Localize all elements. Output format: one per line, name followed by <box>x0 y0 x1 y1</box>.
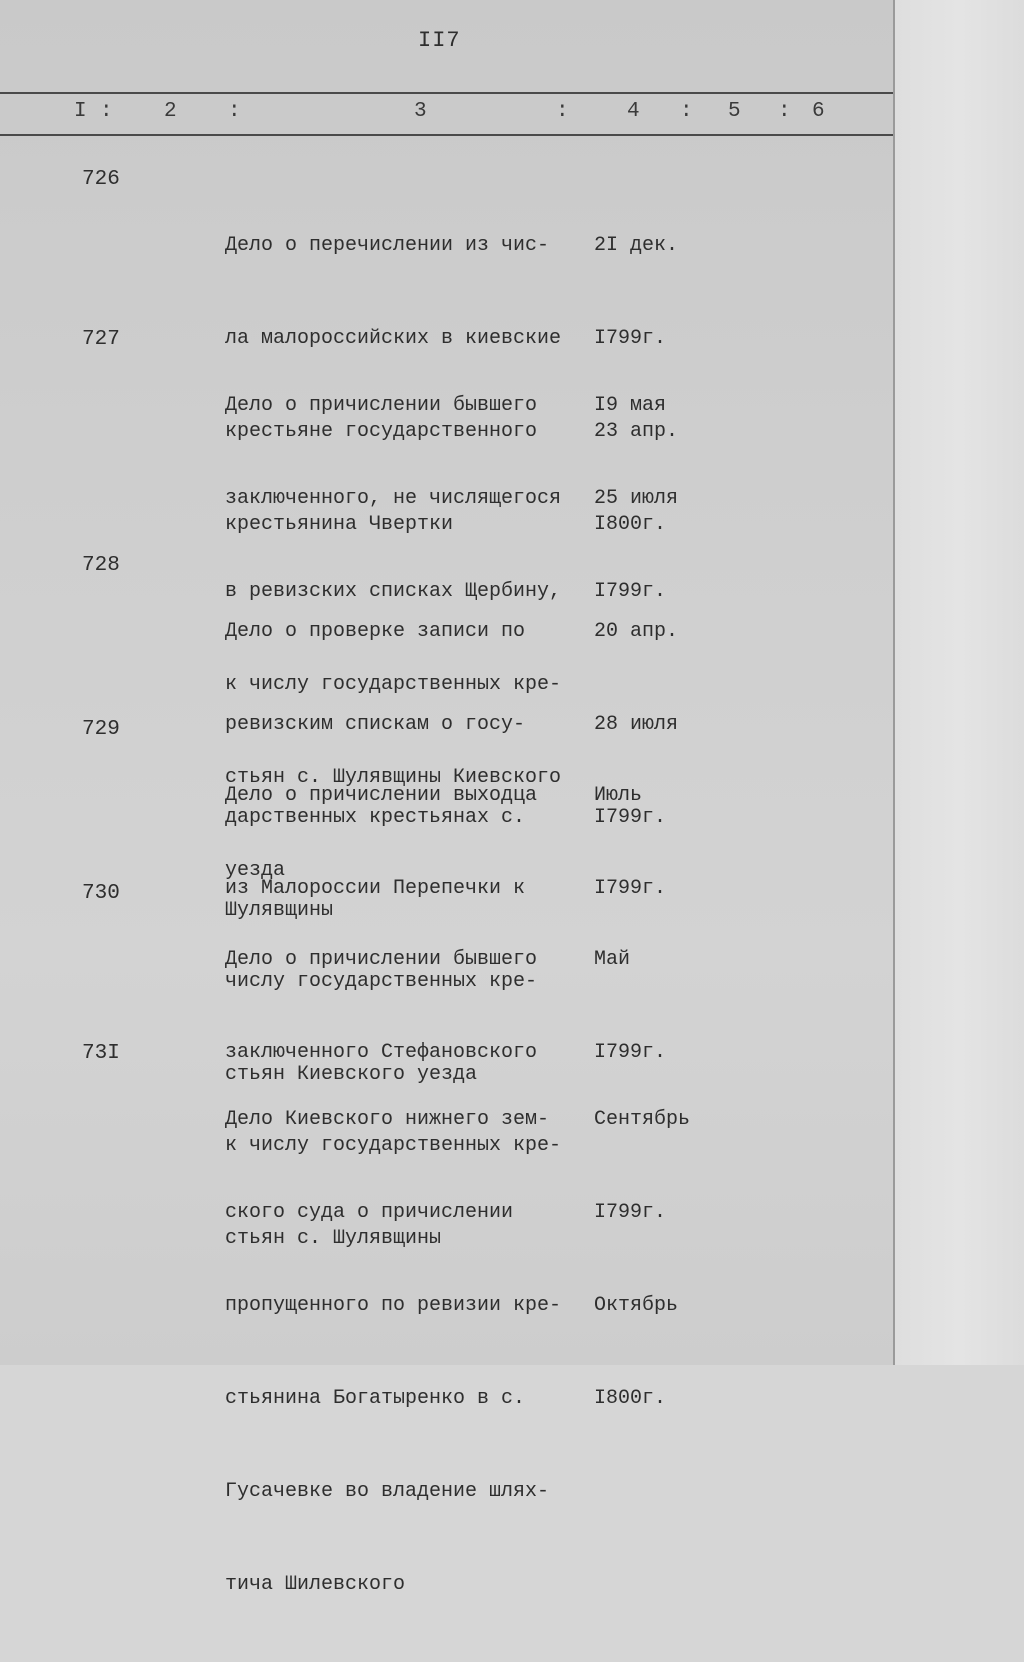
column-header-4: 4 <box>627 100 640 123</box>
description-line: числу государственных кре- <box>225 970 538 993</box>
description-line: из Малороссии Перепечки к <box>225 877 526 900</box>
description-line: ревизским спискам о госу- <box>225 713 526 736</box>
description-line: Дело о причислении бывшего <box>225 394 538 417</box>
column-header-1: I <box>74 100 87 123</box>
description-line: дарственных крестьянах с. <box>225 806 526 829</box>
header-top-rule <box>0 92 893 94</box>
next-page-edge <box>895 0 1024 1365</box>
description-line: Гусачевке во владение шлях- <box>225 1480 550 1503</box>
description-line: стьян с. Шулявщины <box>225 1227 442 1250</box>
date-line: I799г. <box>594 580 667 603</box>
description-line: крестьянина Чвертки <box>225 513 454 536</box>
date-line: I799г. <box>594 1201 667 1224</box>
item-number: 728 <box>82 554 120 577</box>
date-line: I799г. <box>594 877 667 900</box>
column-separator: : <box>228 100 241 123</box>
item-number: 727 <box>82 328 120 351</box>
description-line: к числу государственных кре- <box>225 673 562 696</box>
description-line: Шулявщины <box>225 899 334 922</box>
description-line: Дело о проверке записи по <box>225 620 526 643</box>
column-header-3: 3 <box>414 100 427 123</box>
description-line: заключенного, не числящегося <box>225 487 562 510</box>
date-line: I799г. <box>594 1041 667 1064</box>
description-line: пропущенного по ревизии кре- <box>225 1294 562 1317</box>
description-line: стьян с. Шулявщины Киевского <box>225 766 562 789</box>
date-line: Октябрь <box>594 1294 679 1317</box>
description-line: ла малороссийских в киевские <box>225 327 562 350</box>
column-header-5: 5 <box>728 100 741 123</box>
description-line: уезда <box>225 859 286 882</box>
column-separator: : <box>100 100 113 123</box>
date-line: Сентябрь <box>594 1108 691 1131</box>
date-line: 28 июля <box>594 713 679 736</box>
date-line: 23 апр. <box>594 420 679 443</box>
date-line: Май <box>594 948 631 971</box>
column-header-6: 6 <box>812 100 825 123</box>
item-number: 730 <box>82 882 120 905</box>
description-line: в ревизских списках Щербину, <box>225 580 562 603</box>
date-line: I800г. <box>594 1387 667 1410</box>
description-line: Дело Киевского нижнего зем- <box>225 1108 550 1131</box>
column-separator: : <box>556 100 569 123</box>
description-line: тича Шилевского <box>225 1573 406 1596</box>
item-dates <box>594 1042 714 1476</box>
description-line: стьян Киевского уезда <box>225 1063 478 1086</box>
date-line: 20 апр. <box>594 620 679 643</box>
date-line: Июль <box>594 784 643 807</box>
date-line: I799г. <box>594 327 667 350</box>
page-number: II7 <box>418 28 461 53</box>
description-line: стьянина Богатыренко в с. <box>225 1387 526 1410</box>
item-number: 729 <box>82 718 120 741</box>
date-line: I9 мая <box>594 394 667 417</box>
description-line: Дело о перечислении из чис- <box>225 234 550 257</box>
column-separator: : <box>680 100 693 123</box>
description-line: ского суда о причислении <box>225 1201 514 1224</box>
description-line: Дело о причислении выходца <box>225 784 538 807</box>
column-separator: : <box>778 100 791 123</box>
date-line: 2I дек. <box>594 234 679 257</box>
item-description <box>225 1042 590 1662</box>
header-bottom-rule <box>0 134 893 136</box>
date-line: I799г. <box>594 806 667 829</box>
item-number: 726 <box>82 168 120 191</box>
column-header-2: 2 <box>164 100 177 123</box>
description-line: крестьяне государственного <box>225 420 538 443</box>
description-line: к числу государственных кре- <box>225 1134 562 1157</box>
item-number: 73I <box>82 1042 120 1065</box>
date-line: I800г. <box>594 513 667 536</box>
description-line: Дело о причислении бывшего <box>225 948 538 971</box>
date-line: 25 июля <box>594 487 679 510</box>
description-line: заключенного Стефановского <box>225 1041 538 1064</box>
